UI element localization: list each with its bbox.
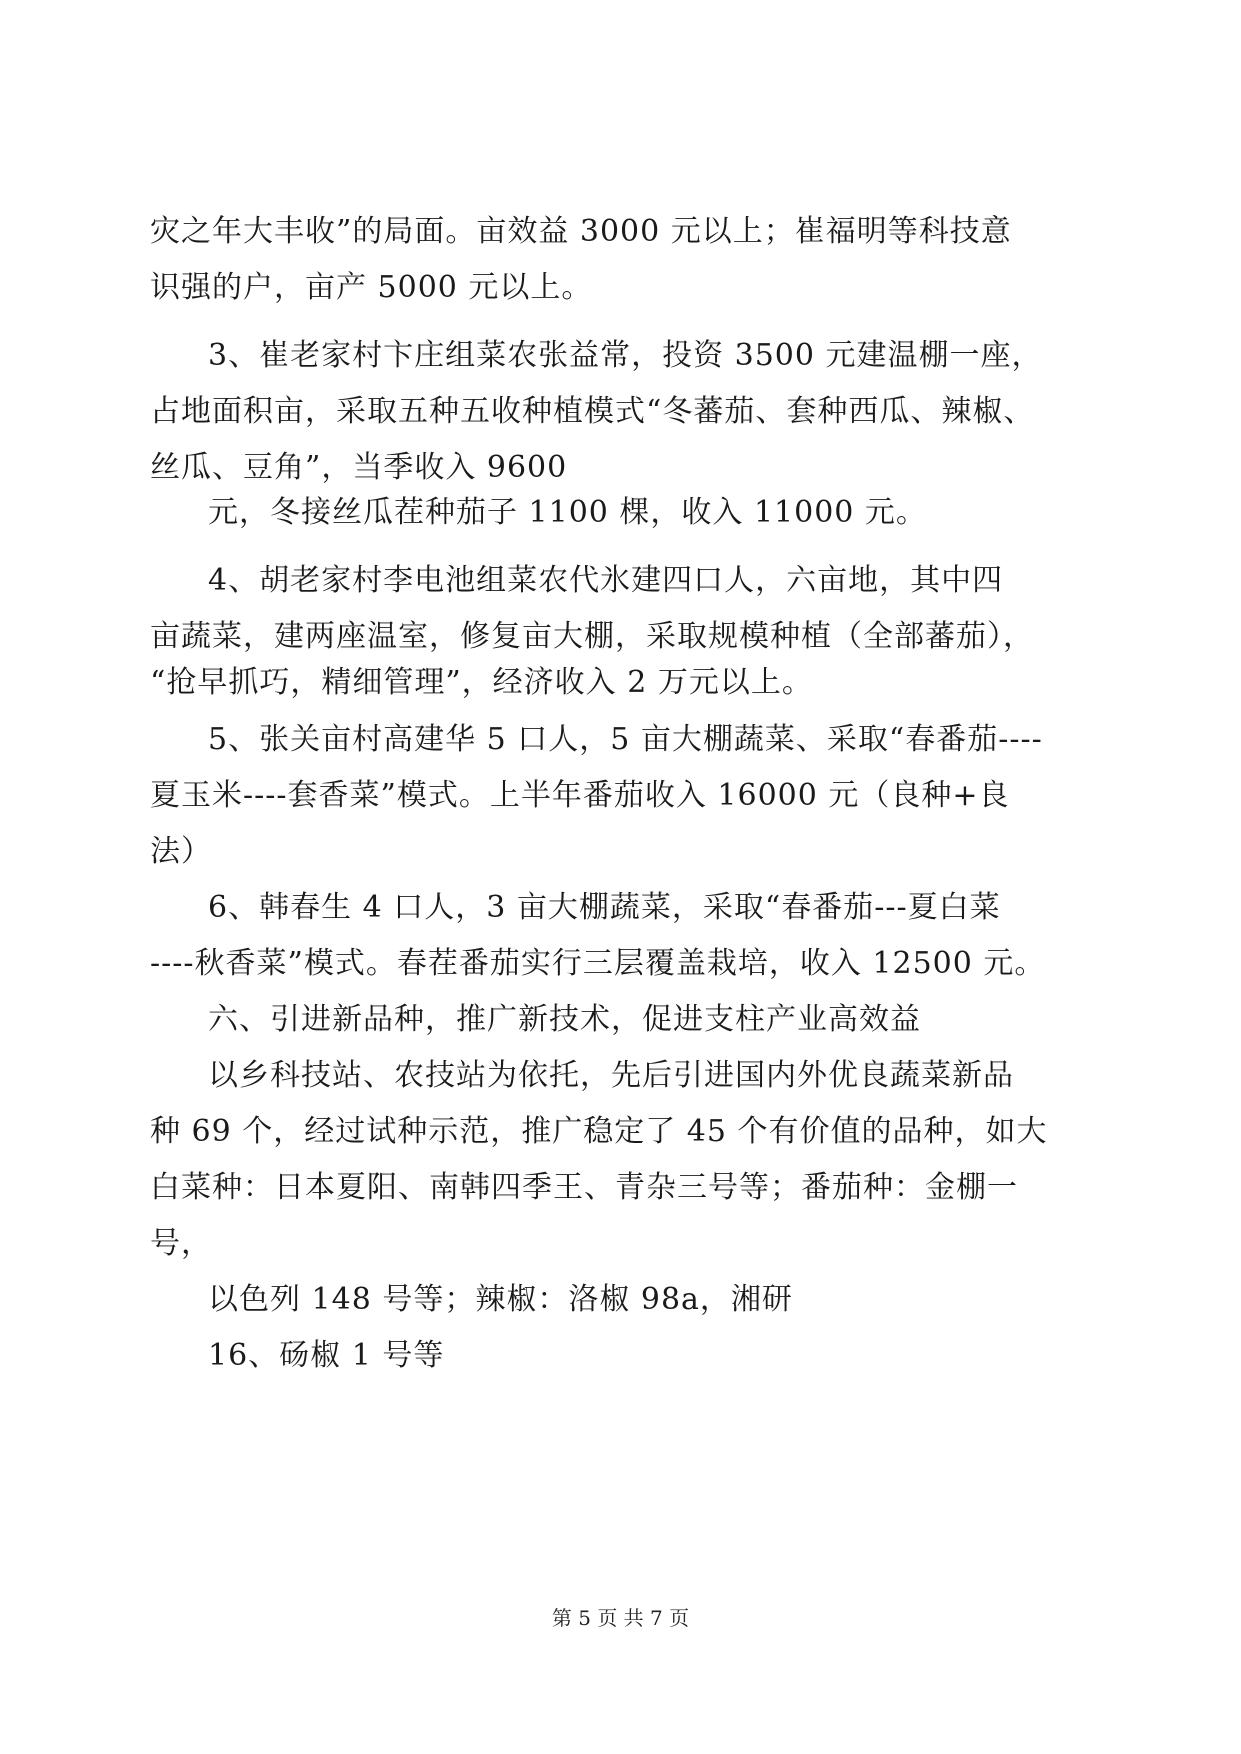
section-heading: 六、引进新品种，推广新技术，促进支柱产业高效益 [208, 1002, 921, 1037]
text-line: 6、韩春生 4 口人，3 亩大棚蔬菜，采取“春番茄---夏白菜 [208, 890, 1001, 925]
text-line: 白菜种：日本夏阳、南韩四季王、青杂三号等；番茄种：金棚一 [150, 1170, 1018, 1205]
text-line: 元，冬接丝瓜茬种茄子 1100 棵，收入 11000 元。 [208, 495, 927, 530]
text-line: 亩蔬菜，建两座温室，修复亩大棚，采取规模种植（全部蕃茄）， [150, 619, 1034, 654]
text-line: 3、崔老家村卞庄组菜农张益常，投资 3500 元建温棚一座， [208, 338, 1043, 373]
page-number-footer: 第 5 页 共 7 页 [551, 1606, 690, 1630]
text-line: 法） [150, 834, 212, 869]
text-line: 识强的户，亩产 5000 元以上。 [150, 270, 593, 305]
text-line: 灾之年大丰收”的局面。亩效益 3000 元以上；崔福明等科技意 [150, 214, 1012, 249]
text-line: 以乡科技站、农技站为依托，先后引进国内外优良蔬菜新品 [208, 1058, 1014, 1093]
text-line: ----秋香菜”模式。春茬番茄实行三层覆盖栽培，收入 12500 元。 [150, 946, 1046, 981]
text-line: 以色列 148 号等；辣椒：洛椒 98a，湘研 [208, 1282, 793, 1317]
text-line: 夏玉米----套香菜”模式。上半年番茄收入 16000 元（良种+良 [150, 778, 1010, 813]
text-line: 种 69 个，经过试种示范，推广稳定了 45 个有价值的品种，如大 [150, 1114, 1048, 1149]
text-line: “抢早抓巧，精细管理”，经济收入 2 万元以上。 [150, 665, 813, 700]
text-line: 丝瓜、豆角”，当季收入 9600 [150, 450, 568, 485]
text-line: 4、胡老家村李电池组菜农代氷建四口人，六亩地，其中四 [208, 563, 1004, 598]
text-line: 5、张关亩村高建华 5 口人，5 亩大棚蔬菜、采取“春番茄---- [208, 722, 1043, 757]
text-line: 16、砀椒 1 号等 [208, 1338, 445, 1373]
text-line: 号， [150, 1226, 212, 1261]
text-line: 占地面积亩，采取五种五收种植模式“冬蕃茄、套种西瓜、辣椒、 [150, 394, 1035, 429]
